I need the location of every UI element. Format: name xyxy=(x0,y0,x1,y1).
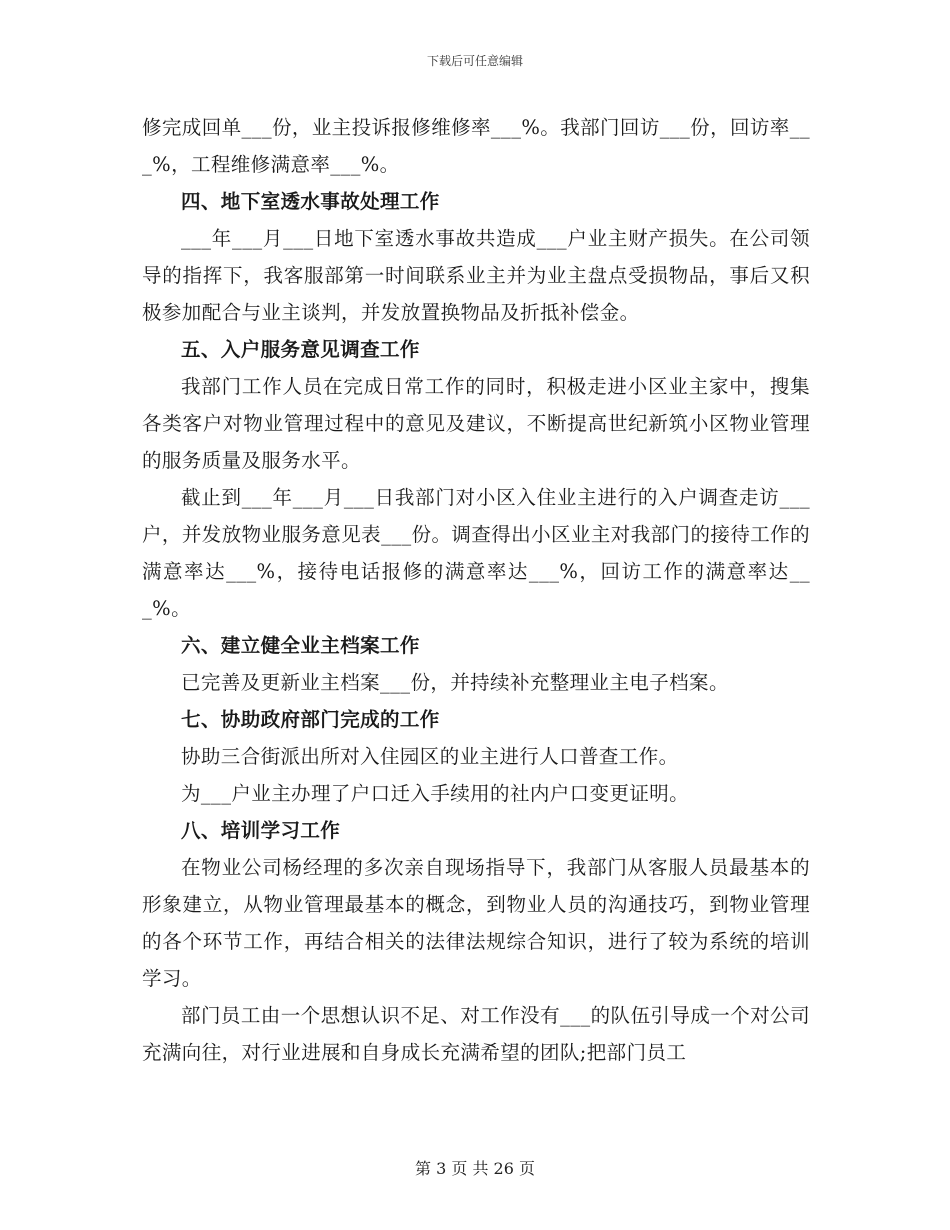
page-footer: 第 3 页 共 26 页 xyxy=(415,1159,535,1178)
paragraph: 已完善及更新业主档案___份，并持续补充整理业主电子档案。 xyxy=(181,671,729,694)
page-header: 下载后可任意编辑 xyxy=(426,54,523,68)
paragraph: ___年___月___日地下室透水事故共造成___户业主财产损失。在公司领导的指挥下，我客服部第一时间联系业主并为业主盘点受损物品，事后又积极参加配合与业主谈判，并发放置换物品及折抵补偿金。 xyxy=(142,227,810,324)
paragraph: 我部门工作人员在完成日常工作的同时，积极走进小区业主家中，搜集各类客户对物业管理过程中的意见及建议，不断提高世纪新筑小区物业管理的服务质量及服务水平。 xyxy=(142,375,810,472)
section-heading: 五、入户服务意见调查工作 xyxy=(181,338,420,361)
section-heading: 六、建立健全业主档案工作 xyxy=(181,634,420,657)
section-heading: 七、协助政府部门完成的工作 xyxy=(181,708,440,731)
document-body xyxy=(142,109,810,1071)
paragraph: 修完成回单___份，业主投诉报修维修率___%。我部门回访___份，回访率___%，工程维修满意率___%。 xyxy=(142,116,810,176)
paragraph: 在物业公司杨经理的多次亲自现场指导下，我部门从客服人员最基本的形象建立，从物业管理最基本的概念，到物业人员的沟通技巧，到物业管理的各个环节工作，再结合相关的法律法规综合知识，进行了较为系统的培训学习。 xyxy=(142,856,810,990)
paragraph: 协助三合街派出所对入住园区的业主进行人口普查工作。 xyxy=(181,745,679,768)
paragraph: 部门员工由一个思想认识不足、对工作没有___的队伍引导成一个对公司充满向往，对行业进展和自身成长充满希望的团队;把部门员工 xyxy=(142,1004,810,1064)
section-heading: 八、培训学习工作 xyxy=(181,819,341,842)
paragraph: 截止到___年___月___日我部门对小区入住业主进行的入户调查走访___户，并发放物业服务意见表___份。调查得出小区业主对我部门的接待工作的满意率达___%，接待电话报修的满意率达___%，回访工作的满意率达___%。 xyxy=(142,486,810,620)
section-heading: 四、地下室透水事故处理工作 xyxy=(181,190,440,213)
paragraph: 为___户业主办理了户口迁入手续用的社内户口变更证明。 xyxy=(181,782,690,805)
